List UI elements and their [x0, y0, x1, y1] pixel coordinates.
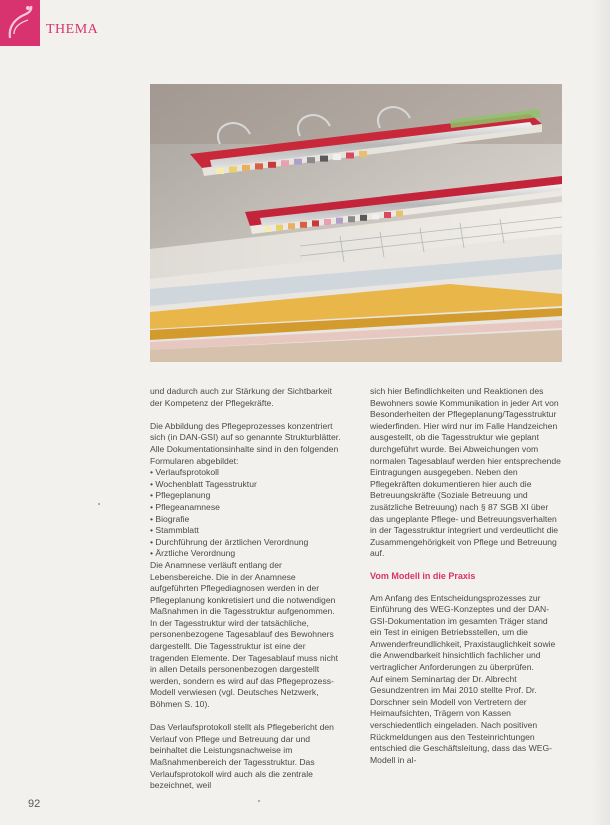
- color-tab-sticker: [268, 162, 276, 168]
- paragraph: und dadurch auch zur Stärkung der Sichtbarkeit der Kompetenz der Pflegekräfte.: [150, 386, 333, 408]
- color-tab-sticker: [294, 159, 302, 165]
- color-tab-sticker: [229, 166, 237, 172]
- logo-swirl-icon: [6, 4, 34, 42]
- page-edge-shadow: [592, 0, 610, 825]
- subheading: Vom Modell in die Praxis: [370, 570, 476, 581]
- list-item: • Ärztliche Verordnung: [150, 548, 341, 560]
- color-tab-sticker: [324, 219, 331, 225]
- color-tab-sticker: [360, 215, 367, 221]
- paragraph: sich hier Befindlichkeiten und Reaktionen des Bewohners sowie Kommunikation in jeder Art von Besonderheiten der Pflegeplanung/Tagesstruktur wiederfinden. Hier wird nur im Falle Handzeichen ausgestellt, ob die Tagesstruktur wie geplant durchgeführt wurde. Bei Abweichungen vom normalen Tagesablauf werden hier entsprechende Eintragungen ausgegeben. Neben den Pflegekräften dokumentieren hier auch die Betreuungskräfte (Soziale Betreuung und zusätzliche Betreuung) nach § 87 SGB XI über das ungeplante Pflege- und Betreuungsverhalten in der Tagesstruktur integriert und verdeutlicht die Zusammengehörigkeit von Pflege und Betreuung auf.: [370, 386, 561, 559]
- list-item: • Stammblatt: [150, 525, 341, 537]
- list-item: • Verlaufsprotokoll: [150, 467, 341, 479]
- color-tab-sticker: [264, 226, 271, 232]
- color-tab-sticker: [320, 156, 328, 162]
- paragraph: Die Abbildung des Pflegeprozesses konzentriert sich (in DAN-GSI) auf so genannte Strukturblätter. Alle Dokumentationsinhalte sind in den folgenden Formularen abgebildet:: [150, 420, 341, 466]
- article-photo: [150, 84, 562, 362]
- color-tab-sticker: [346, 153, 354, 159]
- paragraph: Am Anfang des Entscheidungsprozesses zur Einführung des WEG-Konzeptes und der DAN-GSI-Dokumentation im gesamten Träger stand ein Test in einigen Betriebsstellen, um die Anwenderfreundlichkeit, Praxistauglichkeit sowie die Anwendbarkeit hinsichtlich fachlicher und vertraglicher Anforderungen zu überprüfen.: [370, 592, 556, 673]
- form-list: [150, 467, 341, 560]
- list-item: • Pflegeplanung: [150, 490, 341, 502]
- list-item: • Durchführung der ärztlichen Verordnung: [150, 537, 341, 549]
- paragraph: Auf einem Seminartag der Dr. Albrecht Gesundzentren im Mai 2010 stellte Prof. Dr. Dorschner sein Modell von Vertretern der Heimaufsichten, Trägern von Kassen verschiedentlich eingeladen. Nach positiven Rückmeldungen aus den Testeinrichtungen entschied die Geschäftsleitung, dass das WEG-Modell in al-: [370, 673, 552, 765]
- color-tab-sticker: [307, 157, 315, 163]
- color-tab-sticker: [348, 216, 355, 222]
- binders-photo: [150, 84, 562, 362]
- color-tab-sticker: [216, 168, 224, 174]
- list-item: • Wochenblatt Tagesstruktur: [150, 479, 341, 491]
- section-label: THEMA: [46, 22, 99, 37]
- page-number: 92: [28, 798, 41, 810]
- article-column-left: [150, 386, 341, 792]
- color-tab-sticker: [396, 211, 403, 217]
- color-tab-sticker: [336, 218, 343, 224]
- color-tab-sticker: [333, 154, 341, 160]
- article-column-right: [370, 386, 561, 766]
- list-item: • Biografie: [150, 514, 341, 526]
- color-tab-sticker: [281, 160, 289, 166]
- color-tab-sticker: [372, 213, 379, 219]
- color-tab-sticker: [288, 223, 295, 229]
- print-mark: [258, 800, 260, 802]
- list-item: • Pflegeanamnese: [150, 502, 341, 514]
- color-tab-sticker: [312, 220, 319, 226]
- color-tab-sticker: [300, 222, 307, 228]
- color-tab-sticker: [276, 225, 283, 231]
- print-mark: [98, 503, 100, 505]
- color-tab-sticker: [384, 212, 391, 218]
- color-tab-sticker: [242, 165, 250, 171]
- magazine-logo: [0, 0, 40, 46]
- paragraph: Das Verlaufsprotokoll stellt als Pflegebericht den Verlauf von Pflege und Betreuung dar und beinhaltet die Leistungsnachweise im Maßnahmenbereich der Tagesstruktur. Das Verlaufsprotokoll wird auch als die zentrale bezeichnet, weil: [150, 722, 334, 791]
- color-tab-sticker: [255, 163, 263, 169]
- paragraph: Die Anamnese verläuft entlang der Lebensbereiche. Die in der Anamnese aufgeführten Pflegediagnosen werden in der Pflegeplanung konkretisiert und die notwendigen Maßnahmen in die Tagesstruktur aufgenommen. In der Tagesstruktur wird der tatsächliche, personenbezogene Tagesablauf des Bewohners dargestellt. Die Tagesstruktur ist eine der tragenden Elemente. Der Tagesablauf muss nicht in allen Details personenbezogen dargestellt werden, sondern es wird auf das Pflegeprozess-Modell verwiesen (vgl. Deutsches Netzwerk, Böhmen S. 10).: [150, 559, 339, 710]
- color-tab-sticker: [359, 151, 367, 157]
